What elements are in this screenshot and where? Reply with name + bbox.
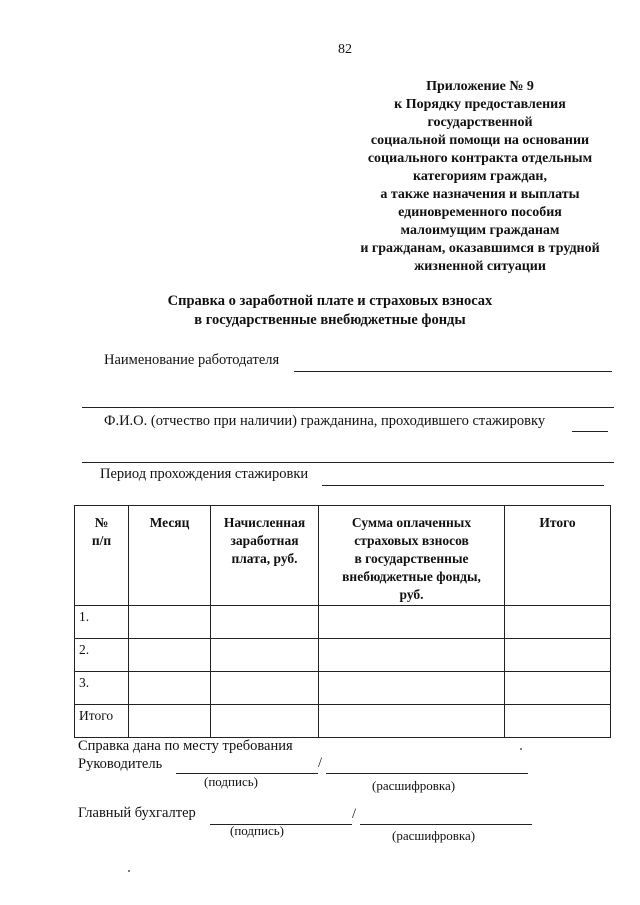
salary-cell[interactable] (211, 672, 319, 705)
contributions-cell[interactable] (319, 639, 505, 672)
head-signature-hint: (подпись) (204, 774, 258, 789)
header-month: Месяц (129, 506, 211, 606)
head-decoding-hint: (расшифровка) (372, 778, 456, 793)
total-cell[interactable] (505, 606, 611, 639)
salary-cell[interactable] (211, 639, 319, 672)
appendix-line: единовременного пособия (398, 205, 562, 220)
table-total-row (75, 705, 611, 738)
head-label: Руководитель (78, 756, 163, 772)
document-title (150, 292, 510, 330)
employer-input-line[interactable] (294, 371, 612, 372)
page-number: 82 (338, 42, 352, 57)
header-accrued-salary: Начисленная заработная плата, руб. (211, 506, 319, 606)
table-row (75, 639, 611, 672)
appendix-line: малоимущим гражданам (400, 223, 560, 238)
title-line: в государственные внебюджетные фонды (194, 312, 466, 328)
scan-speck (520, 748, 522, 750)
appendix-line: и гражданам, оказавшимся в трудной (360, 241, 600, 256)
salary-table (74, 505, 611, 738)
accountant-decoding-line[interactable] (360, 824, 532, 825)
appendix-line: Приложение № 9 (426, 79, 534, 94)
employer-label: Наименование работодателя (104, 352, 280, 368)
table-row (75, 606, 611, 639)
contributions-cell[interactable] (319, 705, 505, 738)
employer-input-line-2[interactable] (82, 407, 614, 408)
fio-input-line[interactable] (572, 431, 608, 432)
table-header-row (75, 506, 611, 606)
fio-input-line-2[interactable] (82, 462, 614, 463)
accountant-label: Главный бухгалтер (78, 805, 196, 821)
table-row (75, 672, 611, 705)
issued-text: Справка дана по месту требования (78, 738, 293, 754)
total-cell[interactable] (505, 639, 611, 672)
accountant-signature-hint: (подпись) (230, 823, 284, 838)
header-total: Итого (505, 506, 611, 606)
appendix-line: социального контракта отдельным (367, 151, 593, 166)
total-cell[interactable] (505, 705, 611, 738)
contributions-cell[interactable] (319, 672, 505, 705)
scan-speck (128, 870, 130, 872)
period-label: Период прохождения стажировки (100, 466, 309, 482)
contributions-cell[interactable] (319, 606, 505, 639)
row-number-cell: 3. (75, 672, 129, 705)
head-decoding-line[interactable] (326, 773, 528, 774)
header-number: № п/п (75, 506, 129, 606)
total-cell[interactable] (505, 672, 611, 705)
header-insurance-contributions: Сумма оплаченных страховых взносов в государственные внебюджетные фонды, руб. (319, 506, 505, 606)
row-number-cell: 2. (75, 639, 129, 672)
fio-label: Ф.И.О. (отчество при наличии) гражданина, проходившего стажировку (104, 413, 546, 429)
appendix-line: социальной помощи на основании (370, 133, 590, 148)
month-cell[interactable] (129, 639, 211, 672)
month-cell[interactable] (129, 705, 211, 738)
period-input-line[interactable] (322, 485, 604, 486)
salary-cell[interactable] (211, 606, 319, 639)
salary-cell[interactable] (211, 705, 319, 738)
appendix-line: к Порядку предоставления (394, 97, 566, 112)
head-slash: / (318, 755, 323, 771)
accountant-decoding-hint: (расшифровка) (392, 828, 476, 843)
month-cell[interactable] (129, 672, 211, 705)
total-row-label: Итого (75, 705, 129, 738)
row-number-cell: 1. (75, 606, 129, 639)
accountant-slash: / (352, 806, 357, 822)
appendix-line: а также назначения и выплаты (380, 187, 580, 202)
appendix-line: государственной (427, 115, 533, 130)
appendix-line: жизненной ситуации (414, 259, 546, 274)
title-line: Справка о заработной плате и страховых взносах (167, 293, 493, 309)
appendix-header (330, 78, 630, 276)
month-cell[interactable] (129, 606, 211, 639)
appendix-line: категориям граждан, (413, 169, 547, 184)
